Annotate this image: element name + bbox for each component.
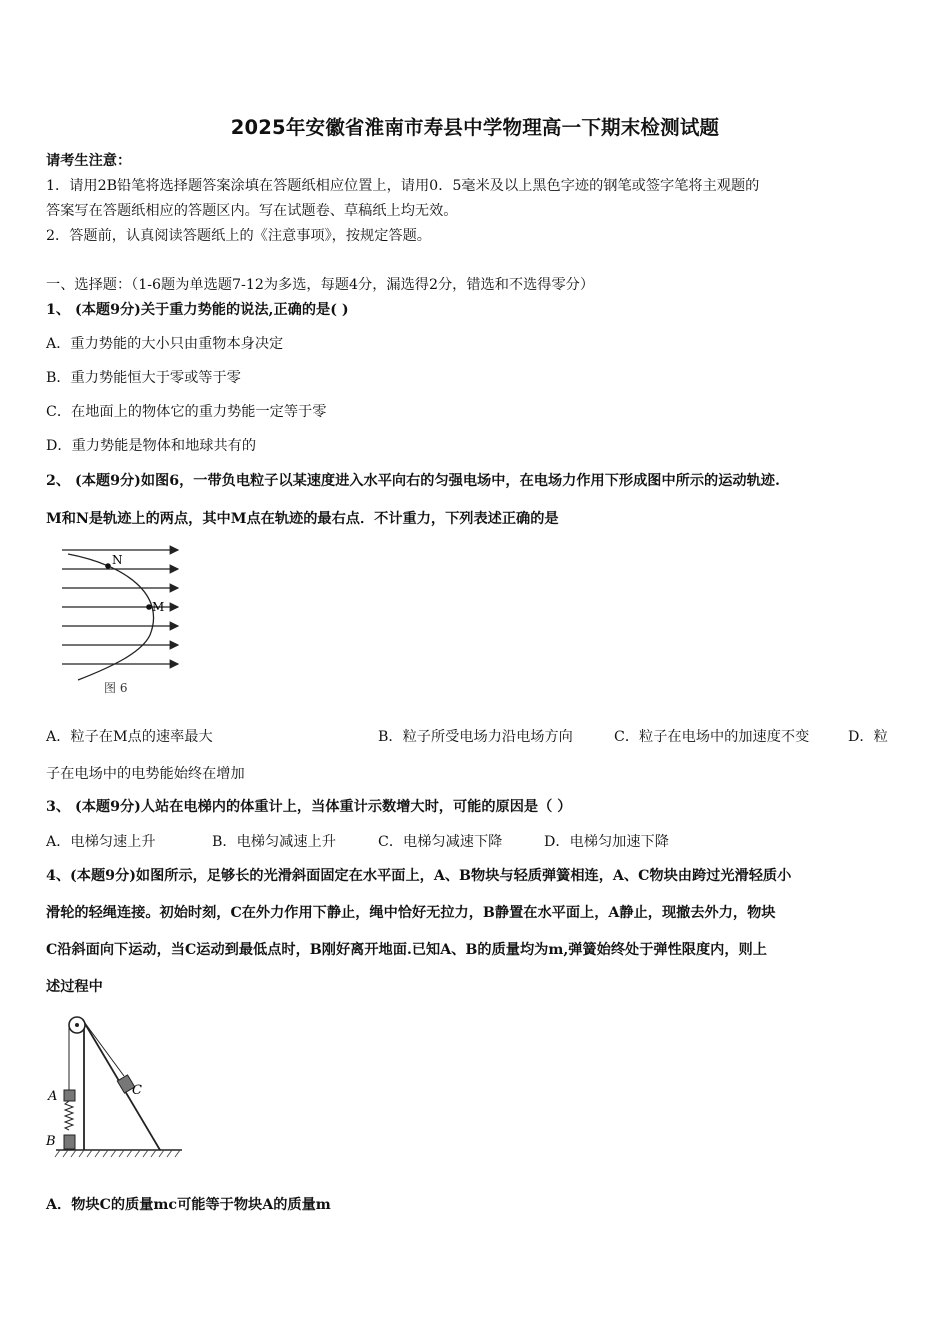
q4-stem-line-1: 4、(本题9分)如图所示，足够长的光滑斜面固定在水平面上，A、B物块与轻质弹簧相连，A、C物块由跨过光滑轻质小 (46, 868, 792, 884)
notice-line-2: 2．答题前，认真阅读答题纸上的《注意事项》，按规定答题。 (46, 228, 431, 244)
section-heading: 一、选择题：（1-6题为单选题7-12为多选，每题4分，漏选得2分，错选和不选得零分） (46, 277, 595, 293)
figure-caption: 图 6 (104, 681, 128, 695)
q2-option-a: A．粒子在M点的速率最大 (46, 729, 213, 745)
q1-option-c: C．在地面上的物体它的重力势能一定等于零 (46, 404, 327, 420)
q4-stem-line-4: 述过程中 (46, 979, 103, 995)
notice-line-1a: 1．请用2B铅笔将选择题答案涂填在答题纸相应位置上，请用0．5毫米及以上黑色字迹的钢笔或签字笔将主观题的 (46, 178, 760, 194)
q3-stem: 3、 (本题9分)人站在电梯内的体重计上，当体重计示数增大时，可能的原因是（ ） (46, 799, 572, 815)
block-b (64, 1135, 75, 1149)
spring (65, 1101, 73, 1130)
label-b: B (46, 1134, 56, 1149)
q2-option-c: C．粒子在电场中的加速度不变 (614, 729, 810, 745)
electric-field-figure (56, 540, 186, 700)
incline-pulley-figure (40, 1010, 190, 1162)
q1-option-d: D．重力势能是物体和地球共有的 (46, 438, 257, 454)
q2-option-b: B．粒子所受电场力沿电场方向 (378, 729, 573, 745)
page-title: 2025年安徽省淮南市寿县中学物理高一下期末检测试题 (230, 116, 720, 139)
q4-stem-line-3: C沿斜面向下运动，当C运动到最低点时，B刚好离开地面.已知A、B的质量均为m,弹簧始终处于弹性限度内，则上 (46, 942, 767, 958)
rope-slope (82, 1019, 124, 1076)
label-m: M (152, 600, 165, 614)
point-n (105, 563, 111, 569)
ground-hatch (55, 1150, 180, 1157)
q3-option-d: D．电梯匀加速下降 (544, 834, 669, 850)
q4-stem-line-2: 滑轮的轻绳连接。初始时刻，C在外力作用下静止，绳中恰好无拉力，B静置在水平面上，A静止，现撤去外力，物块 (46, 905, 776, 921)
particle-trajectory (68, 554, 154, 680)
q3-option-c: C．电梯匀减速下降 (378, 834, 503, 850)
q3-option-a: A．电梯匀速上升 (46, 834, 156, 850)
label-c: C (132, 1083, 142, 1098)
q1-stem: 1、 (本题9分)关于重力势能的说法,正确的是( ) (46, 302, 349, 318)
label-n: N (112, 553, 123, 567)
q4-option-a: A．物块C的质量mc可能等于物块A的质量m (46, 1197, 331, 1213)
q2-option-d-end: 子在电场中的电势能始终在增加 (46, 766, 245, 782)
q1-option-b: B．重力势能恒大于零或等于零 (46, 370, 241, 386)
point-m (146, 604, 152, 610)
block-a (64, 1090, 75, 1101)
q3-option-b: B．电梯匀减速上升 (212, 834, 336, 850)
q2-stem-line-1: 2、 (本题9分)如图6，一带负电粒子以某速度进入水平向右的匀强电场中，在电场力作用下形成图中所示的运动轨迹. (46, 473, 780, 489)
notice-line-1b: 答案写在答题纸相应的答题区内。写在试题卷、草稿纸上均无效。 (46, 203, 458, 219)
q1-option-a: A．重力势能的大小只由重物本身决定 (46, 336, 284, 352)
q2-stem-line-2: M和N是轨迹上的两点，其中M点在轨迹的最右点．不计重力，下列表述正确的是 (46, 511, 559, 527)
label-a: A (48, 1089, 58, 1104)
notice-heading: 请考生注意： (46, 153, 132, 169)
q2-option-d-start: D．粒 (848, 729, 888, 745)
